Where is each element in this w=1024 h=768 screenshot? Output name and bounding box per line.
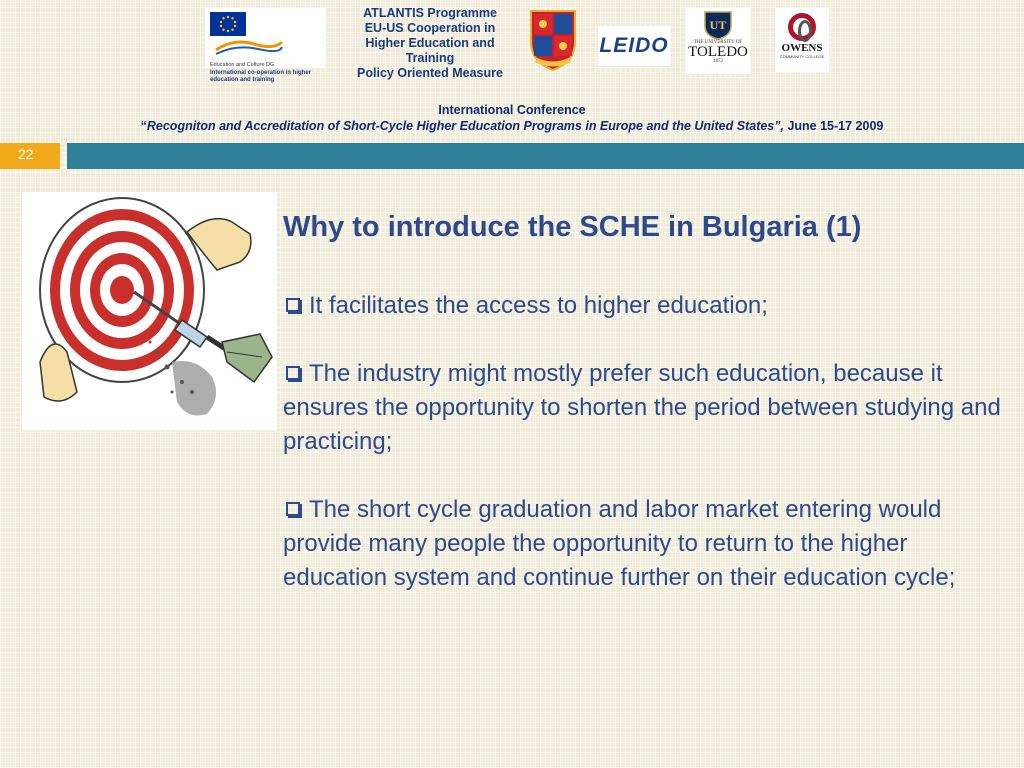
eu-flag-icon (210, 12, 246, 36)
bullet-text: The short cycle graduation and labor market entering would provide many people the opportunity to return to the higher education system and continue further on their education cycle; (283, 496, 956, 591)
bullet-item (283, 289, 1013, 323)
programme-line: EU-US Cooperation in (364, 21, 496, 35)
conference-info (0, 102, 1024, 134)
dart-target-icon (22, 192, 277, 430)
slide-number: 22 (0, 143, 60, 169)
bullet-text: It facilitates the access to higher education; (309, 292, 768, 319)
programme-line: Policy Oriented Measure (357, 66, 503, 80)
eu-dg-text: Education and Culture DG (210, 62, 275, 68)
conference-date: June 15-17 2009 (783, 119, 884, 133)
toledo-line1: THE UNIVERSITY OF (693, 40, 743, 45)
eu-logo-caption: International co-operation in higher education and training (210, 70, 312, 83)
college-shield-logo (528, 8, 578, 72)
programme-line: Higher Education and (365, 36, 495, 50)
programme-line: Training (405, 51, 455, 65)
programme-line: ATLANTIS Programme (363, 6, 497, 20)
conference-open-quote: “ (140, 119, 147, 133)
header-bar (67, 143, 1024, 169)
owens-ring-icon (788, 13, 816, 41)
conference-label: International Conference (438, 103, 586, 117)
checkbox-bullet-icon (286, 502, 300, 516)
leido-logo (598, 26, 670, 66)
checkbox-bullet-icon (286, 366, 300, 380)
dart-target-illustration (22, 192, 277, 430)
swoosh-icon (214, 36, 284, 60)
owens-sub: COMMUNITY COLLEGE (779, 54, 825, 59)
checkbox-bullet-icon (286, 298, 300, 312)
owens-community-college-logo (775, 8, 829, 72)
eu-education-culture-logo (205, 8, 326, 83)
leido-logo-text: LEIDO (599, 34, 669, 57)
programme-info (340, 6, 520, 81)
svg-text:UT: UT (709, 18, 727, 32)
bullet-item (283, 493, 1013, 595)
university-of-toledo-logo (686, 8, 750, 74)
owens-name: OWENS (781, 42, 823, 54)
bullet-text: The industry might mostly prefer such education, because it ensures the opportunity to shorten the period between studying and practicing; (283, 360, 1001, 455)
slide-heading: Why to introduce the SCHE in Bulgaria (1) (283, 211, 862, 243)
ut-shield-icon (703, 10, 733, 40)
conference-title: Recogniton and Accreditation of Short-Cycle Higher Education Programs in Europe and the United States”, (146, 119, 784, 133)
bullet-item (283, 357, 1013, 459)
toledo-year: 1872 (713, 59, 723, 64)
toledo-name: TOLEDO (688, 44, 748, 60)
